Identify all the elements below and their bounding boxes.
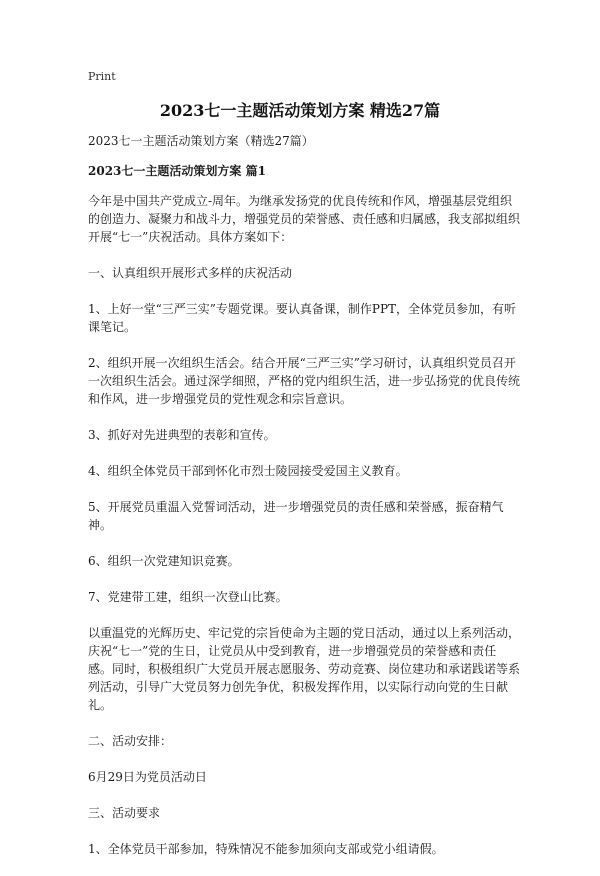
- paragraph: 以重温党的光辉历史、牢记党的宗旨使命为主题的党日活动，通过以上系列活动，庆祝“七一”党的生日，让党员从中受到教育，进一步增强党员的荣誉感和责任感。同时，积极组织广大党员开展志愿服务、劳动竞赛、岗位建功和承诺践诺等系列活动，引导广大党员努力创先争优，积极发挥作用，以实际行动向党的生日献礼。: [88, 626, 521, 712]
- paragraph: 1、上好一堂“三严三实”专题党课。要认真备课，制作PPT，全体党员参加，有听课笔记。: [88, 302, 517, 334]
- paragraph: 7、党建带工建，组织一次登山比赛。: [88, 590, 288, 604]
- document-subtitle: 2023七一主题活动策划方案（精选27篇）: [88, 134, 314, 148]
- paragraph: 3、抓好对先进典型的表彰和宣传。: [88, 428, 276, 442]
- paragraph: 今年是中国共产党成立-周年。为继承发扬党的优良传统和作风，增强基层党组织的创造力、凝聚力和战斗力，增强党员的荣誉感、责任感和归属感，我支部拟组织开展“七一”庆祝活动。具体方案如下：: [88, 194, 521, 244]
- paragraph: 2、组织开展一次组织生活会。结合开展“三严三实”学习研讨，认真组织党员召开一次组织生活会。通过深学细照，严格的党内组织生活，进一步弘扬党的优良传统和作风，进一步增强党员的党性观念和宗旨意识。: [88, 356, 521, 406]
- print-label[interactable]: Print: [88, 70, 116, 83]
- paragraph: 1、全体党员干部参加，特殊情况不能参加须向支部或党小组请假。: [88, 842, 444, 856]
- paragraph: 三、活动要求: [88, 806, 161, 820]
- paragraph: 6月29日为党员活动日: [88, 770, 207, 784]
- paragraph: 5、开展党员重温入党誓词活动，进一步增强党员的责任感和荣誉感，振奋精气神。: [88, 500, 504, 532]
- document-title: 2023七一主题活动策划方案 精选27篇: [159, 101, 441, 120]
- document-body: [88, 132, 520, 876]
- paragraph: 4、组织全体党员干部到怀化市烈士陵园接受爱国主义教育。: [88, 464, 408, 478]
- paragraph: 二、活动安排：: [88, 734, 173, 748]
- paragraph: 6、组织一次党建知识竞赛。: [88, 554, 240, 568]
- paragraph: 一、认真组织开展形式多样的庆祝活动: [88, 266, 293, 280]
- section-heading: 2023七一主题活动策划方案 篇1: [88, 164, 266, 178]
